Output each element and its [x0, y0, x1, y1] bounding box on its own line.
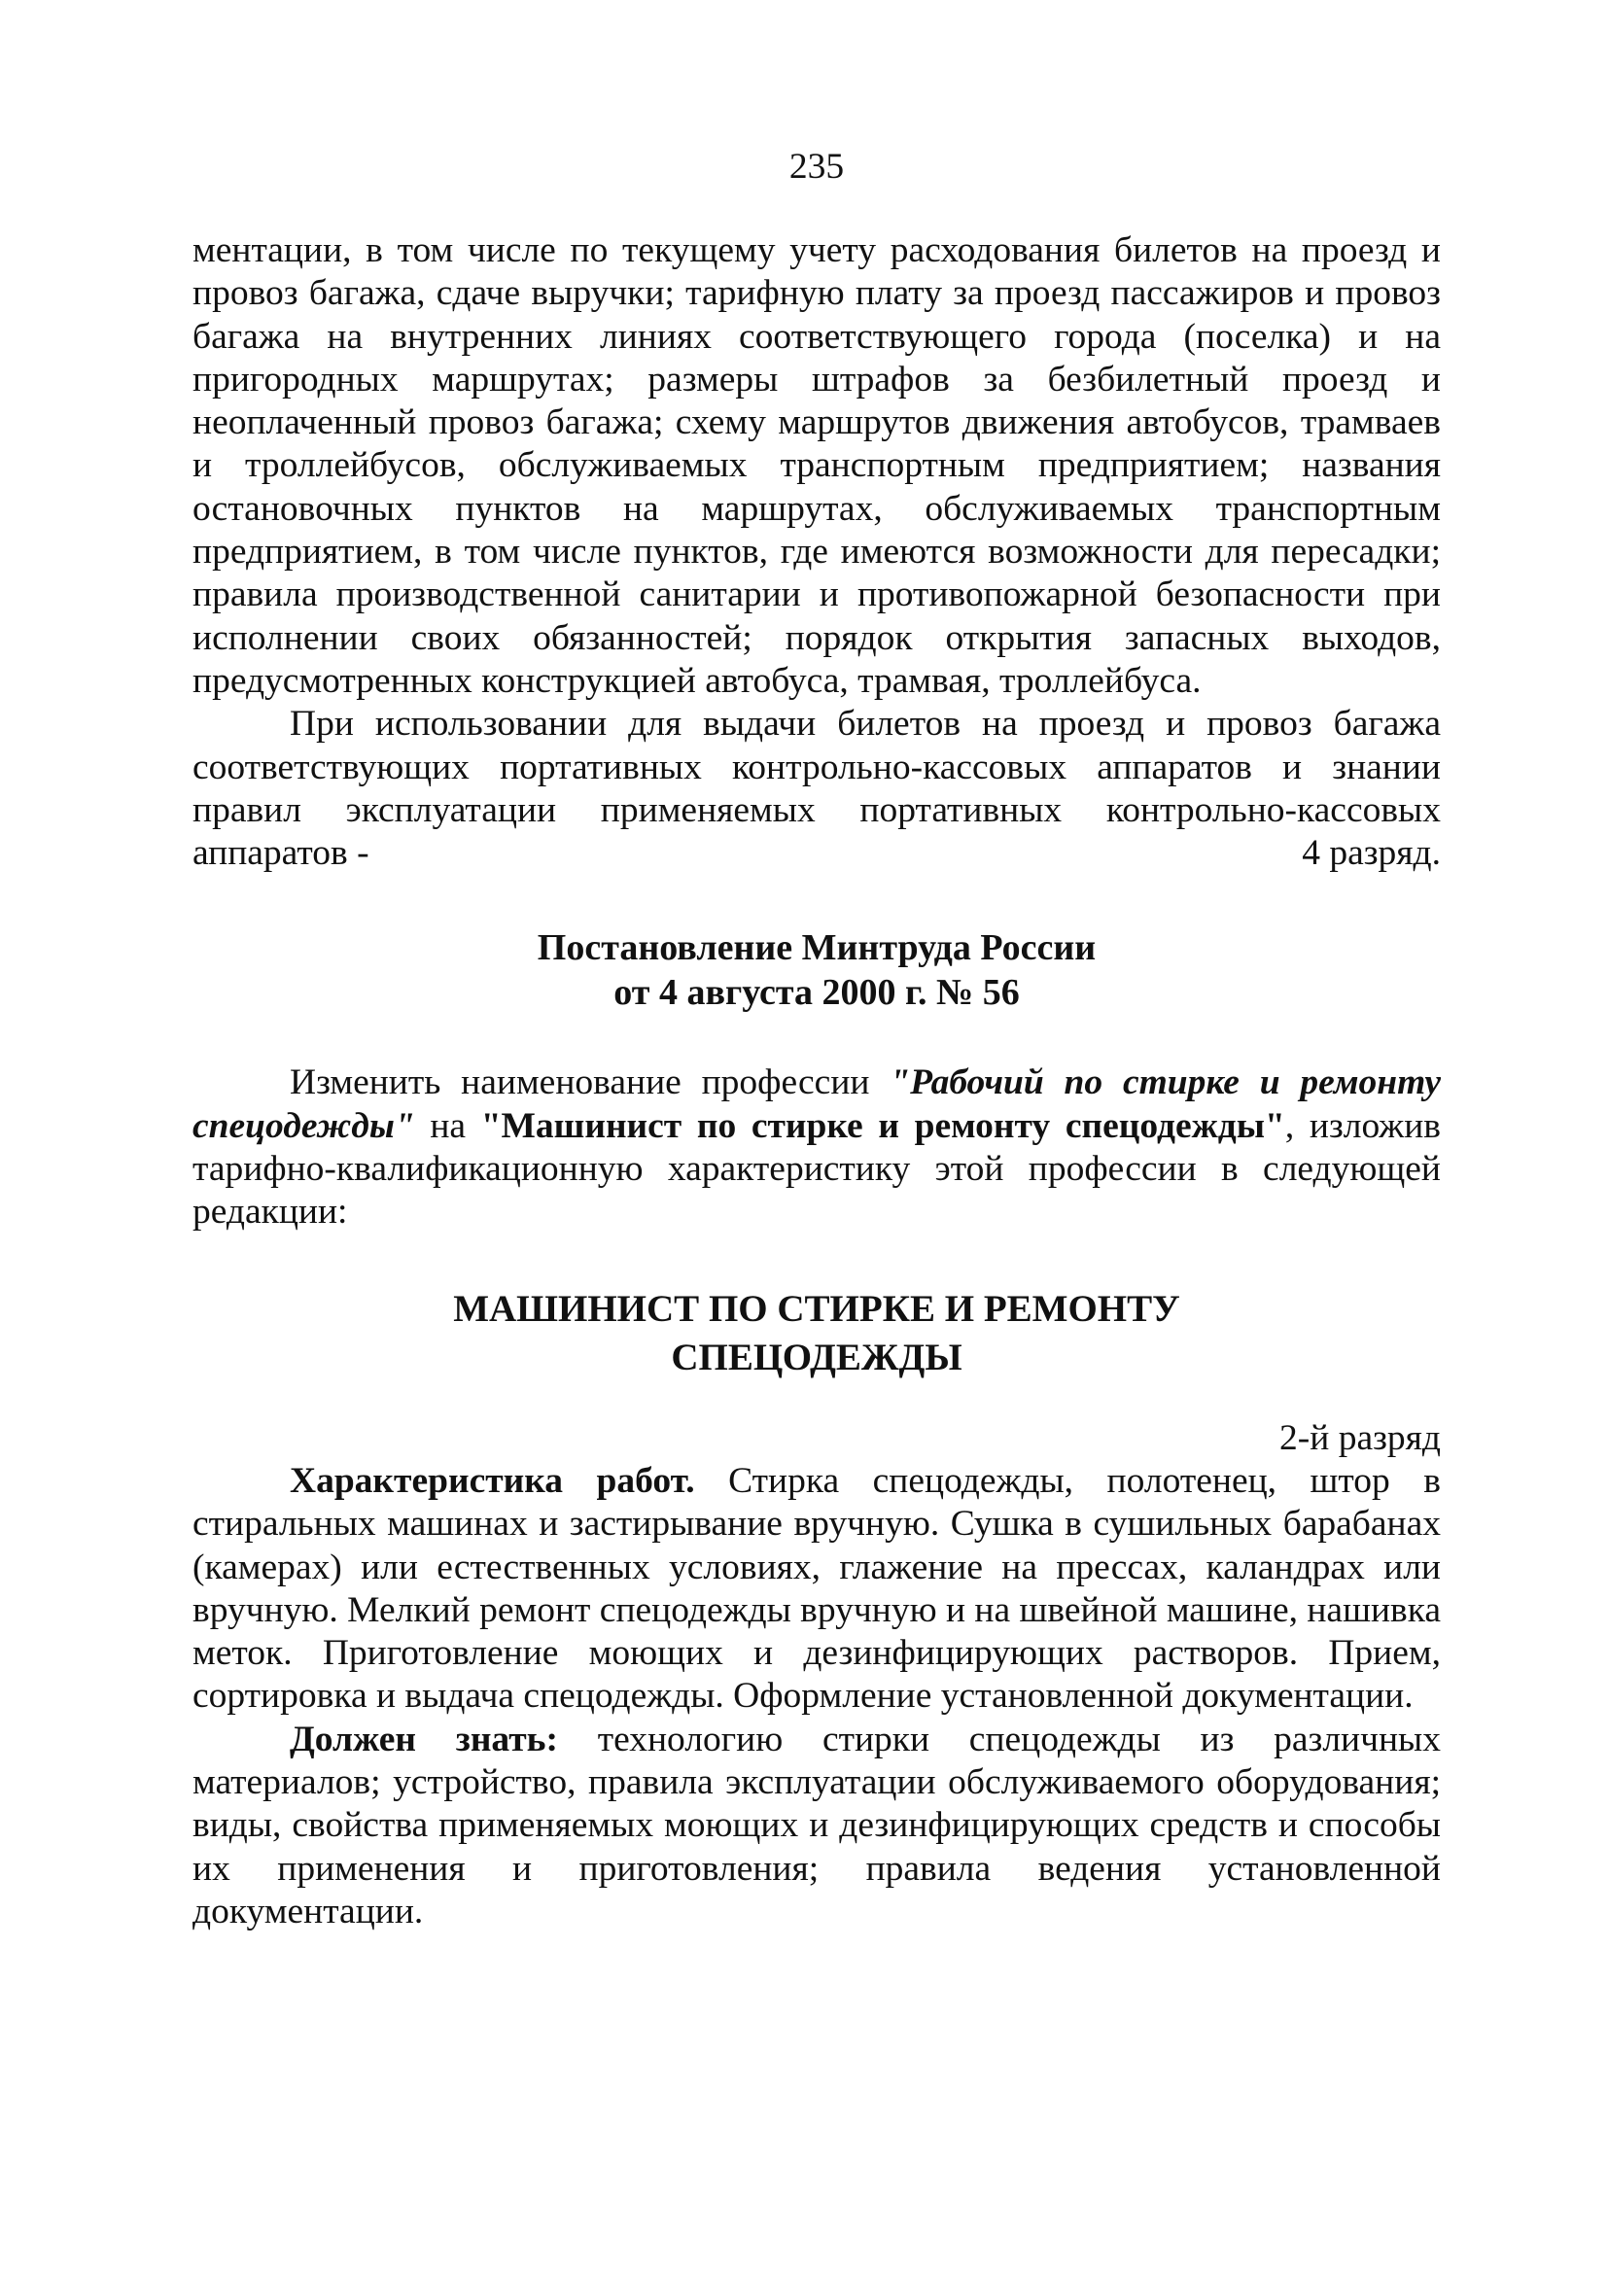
must-know-paragraph [192, 1719, 1441, 1933]
grade-label: 2-й разряд [1279, 1417, 1441, 1458]
decree-date-number: от 4 августа 2000 г. № 56 [613, 972, 1020, 1014]
portable-paragraph-text: При использовании для выдачи билетов на проезд и провоз багажа соответствующих портативных контрольно-кассовых аппаратов и знании правил эксплуатации применяемых портативных контрольно-кассовых [192, 704, 1441, 830]
characteristics-paragraph [192, 1460, 1441, 1719]
portable-paragraph-last-line [192, 832, 1441, 875]
characteristics-label: Характеристика работ. [290, 1460, 695, 1501]
change-paragraph-part2: на [414, 1105, 481, 1146]
continuation-paragraph: ментации, в том числе по текущему учету расходования билетов на проезд и провоз багажа, сдаче выручки; тарифную плату за проезд пассажиров и провоз багажа на внутренних линиях соответствующего города (поселка) и на пригородных маршрутах; размеры штрафов за безбилетный проезд и неоплаченный провоз багажа; схему маршрутов движения автобусов, трамваев и троллейбусов, обслуживаемых транспортным предприятием; названия остановочных пунктов на маршрутах, обслуживаемых транспортным предприятием, в том числе пунктов, где имеются возможности для пересадки; правила производственной санитарии и противопожарной безопасности при исполнении своих обязанностей; порядок открытия запасных выходов, предусмотренных конструкцией автобуса, трамвая, троллейбуса. [192, 230, 1441, 701]
new-profession-name: "Машинист по стирке и ремонту спецодежды" [480, 1105, 1285, 1146]
change-paragraph [192, 1061, 1441, 1234]
portable-paragraph-last-line-left: аппаратов - [192, 833, 369, 874]
decree-title: Постановление Минтруда России [537, 927, 1097, 969]
profession-heading-line1: МАШИНИСТ ПО СТИРКЕ И РЕМОНТУ [453, 1287, 1180, 1330]
profession-heading [192, 1285, 1441, 1382]
page-number: 235 [788, 147, 845, 187]
change-paragraph-part3: , изложив тарифно-квалификационную характеристику этой профессии в следующей редакции: [192, 1105, 1441, 1233]
profession-heading-line2: СПЕЦОДЕЖДЫ [671, 1336, 962, 1378]
characteristics-text: Стирка спецодежды, полотенец, штор в стиральных машинах и застирывание вручную. Сушка в сушильных барабанах (камерах) или естественных условиях, глажение на прессах, каландрах или вручную. Мелкий ремонт спецодежды вручную и на швейной машине, нашивка меток. Приготовление моющих и дезинфицирующих растворов. Прием, сортировка и выдача спецодежды. Оформление установленной документации. [192, 1460, 1442, 1717]
decree-heading [192, 925, 1441, 1015]
portable-paragraph-grade: 4 разряд. [1302, 833, 1441, 874]
must-know-label: Должен знать: [290, 1719, 558, 1759]
must-know-text: технологию стирки спецодежды из различных материалов; устройство, правила эксплуатации обслуживаемого оборудования; виды, свойства применяемых моющих и дезинфицирующих средств и способы их применения и приготовления; правила ведения установленной документации. [192, 1719, 1441, 1931]
change-paragraph-part1: Изменить наименование профессии [290, 1062, 891, 1103]
document-page [192, 146, 1441, 1933]
old-profession-name: "Рабочий по стирке и ремонту спецодежды" [192, 1062, 1441, 1146]
portable-cash-register-paragraph [192, 703, 1441, 875]
